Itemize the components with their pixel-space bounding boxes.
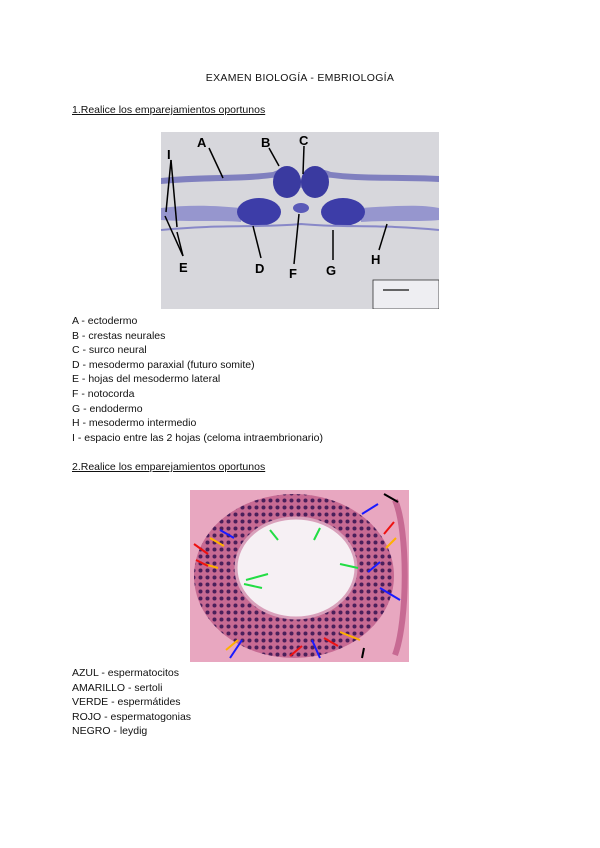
answer-b: B - crestas neurales xyxy=(72,329,166,342)
label-i: I xyxy=(167,147,171,162)
answer-rojo: ROJO - espermatogonias xyxy=(72,710,192,723)
answer-amarillo: AMARILLO - sertoli xyxy=(72,681,163,694)
label-d: D xyxy=(255,261,265,276)
question-2-heading: 2.Realice los emparejamientos oportunos xyxy=(72,461,266,473)
answer-g: G - endodermo xyxy=(72,402,143,415)
answer-negro: NEGRO - leydig xyxy=(72,725,148,738)
label-g: G xyxy=(326,263,337,278)
label-f: F xyxy=(289,266,297,281)
answer-e: E - hojas del mesodermo lateral xyxy=(72,373,221,386)
document-title: EXAMEN BIOLOGÍA - EMBRIOLOGÍA xyxy=(205,72,395,84)
answer-c: C - surco neural xyxy=(72,344,147,357)
seminiferous-tubule-image xyxy=(190,490,409,662)
embryo-section-image xyxy=(161,132,439,309)
answer-h: H - mesodermo intermedio xyxy=(72,417,197,430)
answer-verde: VERDE - espermátides xyxy=(72,696,181,709)
answer-azul: AZUL - espermatocitos xyxy=(72,667,179,679)
answer-i: I - espacio entre las 2 hojas (celoma intraembrionario) xyxy=(72,431,323,444)
answer-d: D - mesodermo paraxial (futuro somite) xyxy=(72,358,255,371)
question-1-answers xyxy=(72,314,323,445)
label-c: C xyxy=(299,133,309,148)
label-b: B xyxy=(261,135,271,150)
label-h: H xyxy=(371,252,381,267)
label-a: A xyxy=(197,135,207,150)
question-2-answers xyxy=(72,666,191,739)
answer-a: A - ectodermo xyxy=(72,315,138,327)
answer-f: F - notocorda xyxy=(72,387,135,400)
question-1-heading: 1.Realice los emparejamientos oportunos xyxy=(72,104,266,116)
label-e: E xyxy=(179,260,188,275)
